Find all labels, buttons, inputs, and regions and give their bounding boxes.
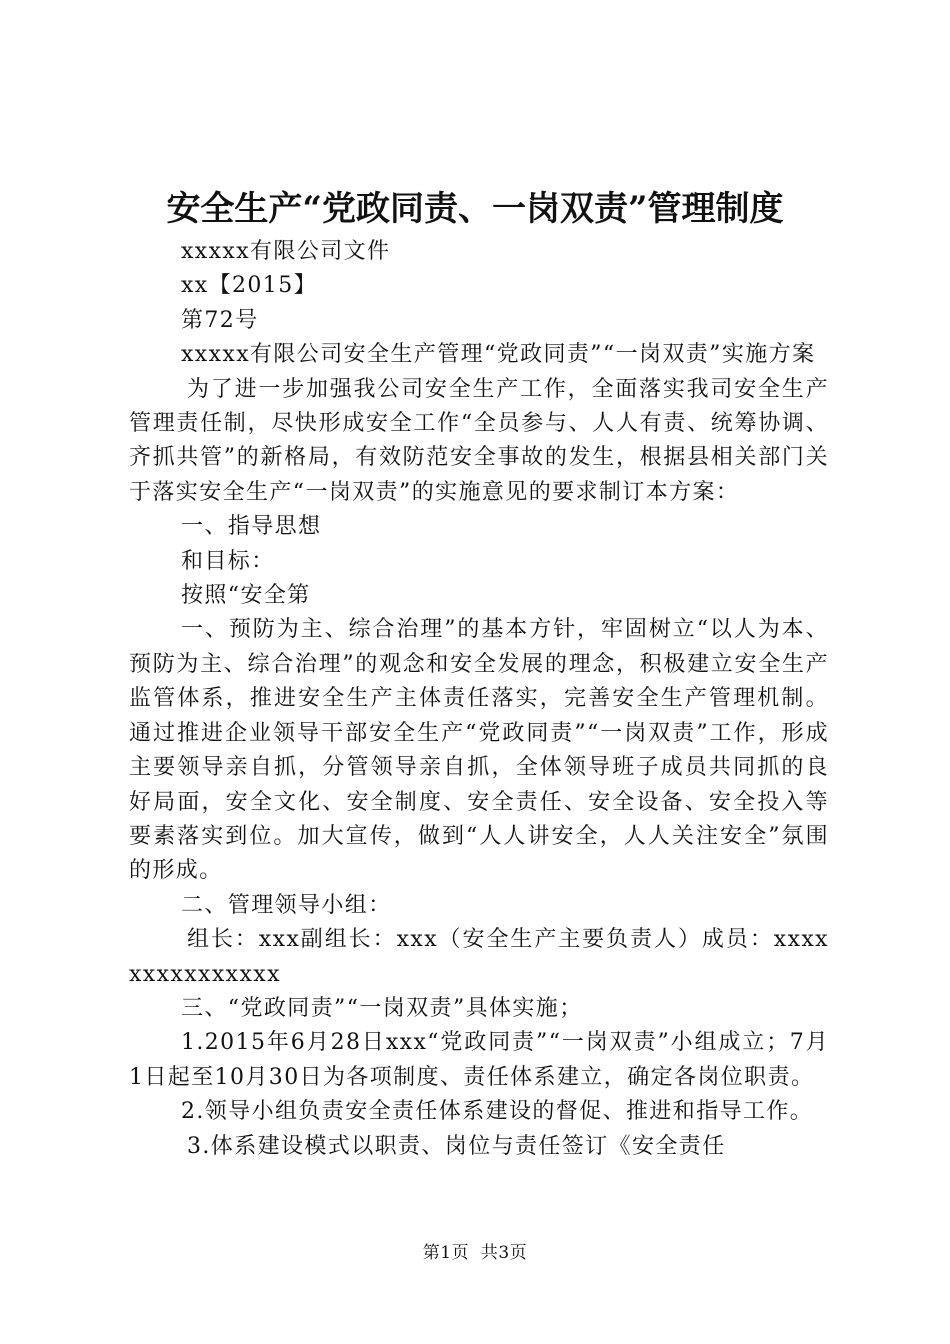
paragraph-group-members: 组长：xxx副组长：xxx（安全生产主要负责人）成员：xxxxxxxxxxxxxxx <box>129 927 829 987</box>
list-item-2: 2.领导小组负责安全责任体系建设的督促、推进和指导工作。 <box>181 1099 814 1125</box>
paragraph-according: 按照“安全第 <box>181 583 311 609</box>
paragraph-company-file: xxxxx有限公司文件 <box>181 239 391 264</box>
heading-guiding-thought: 一、指导思想 <box>181 514 322 540</box>
page-footer: 第1页 共3页 <box>422 1243 528 1263</box>
heading-goals: 和目标： <box>181 548 275 574</box>
paragraph-file-number: 第72号 <box>181 307 259 333</box>
heading-implementation: 三、“党政同责”“一岗双责”具体实施； <box>181 995 583 1021</box>
paragraph-intro: 为了进一步加强我公司安全生产工作，全面落实我司安全生产管理责任制，尽快形成安全工作“全员参与、人人有责、统筹协调、齐抓共管”的新格局，有效防范安全事故的发生，根据县相关部门关于落实安全生产“一岗双责”的实施意见的要求制订本方案： <box>129 376 829 505</box>
paragraph-file-year: xx【2015】 <box>181 273 318 299</box>
paragraph-plan-title: xxxxx有限公司安全生产管理“党政同责”“一岗双责”实施方案 <box>181 342 816 368</box>
paragraph-principles: 一、预防为主、综合治理”的基本方针，牢固树立“以人为本、预防为主、综合治理”的观念和安全发展的理念，积极建立安全生产监管体系，推进安全生产主体责任落实，完善安全生产管理机制。通过推进企业领导干部安全生产“党政同责”“一岗双责”工作，形成主要领导亲自抓，分管领导亲自抓，全体领导班子成员共同抓的良好局面，安全文化、安全制度、安全责任、安全设备、安全投入等要素落实到位。加大宣传，做到“人人讲安全，人人关注安全”氛围的形成。 <box>129 617 829 884</box>
document-body <box>129 235 829 1164</box>
document-title: 安全生产“党政同责、一岗双责”管理制度 <box>166 189 784 229</box>
list-item-3: 3.体系建设模式以职责、岗位与责任签订《安全责任 <box>187 1133 726 1159</box>
list-item-1: 1.2015年6月28日xxx“党政同责”“一岗双责”小组成立；7月1日起至10月30日为各项制度、责任体系建立，确定各岗位职责。 <box>129 1030 829 1090</box>
heading-leadership-group: 二、管理领导小组： <box>181 892 392 918</box>
